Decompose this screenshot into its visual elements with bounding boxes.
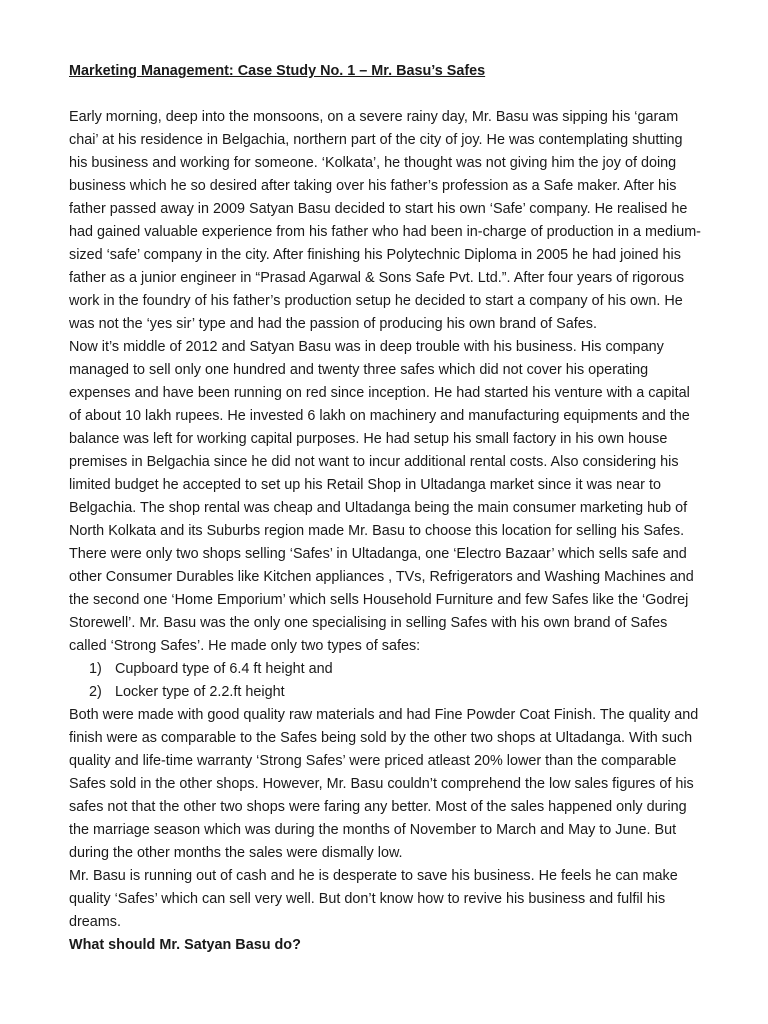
document-title: Marketing Management: Case Study No. 1 – Mr. Basu’s Safes xyxy=(69,63,486,79)
list-item xyxy=(89,681,702,704)
paragraph-intro: Early morning, deep into the monsoons, on a severe rainy day, Mr. Basu was sipping his ‘garam chai’ at his residence in Belgachia, northern part of the city of joy. He was contemplating shutting his business and working for someone. ‘Kolkata’, he thought was not giving him the joy of doing business which he so desired after taking over his father’s profession as a Safe maker. After his father passed away in 2009 Satyan Basu decided to start his own ‘Safe’ company. He realised he had gained valuable experience from his father who had been in-charge of production in a medium-sized ‘safe’ company in the city. After finishing his Polytechnic Diploma in 2005 he had joined his father as a junior engineer in “Prasad Agarwal & Sons Safe Pvt. Ltd.”. After four years of rigorous work in the foundry of his father’s production setup he decided to start a company of his own. He was not the ‘yes sir’ type and had the passion of producing his own brand of Safes. xyxy=(69,109,701,332)
paragraph-trouble: Now it’s middle of 2012 and Satyan Basu was in deep trouble with his business. His company managed to sell only one hundred and twenty three safes which did not cover his operating expenses and have been running on red since inception. He had started his venture with a capital of about 10 lakh rupees. He invested 6 lakh on machinery and manufacturing equipments and the balance was left for working capital purposes. He had setup his small factory in his own house premises in Belgachia since he did not want to incur additional rental costs. Also considering his limited budget he accepted to set up his Retail Shop in Ultadanga market since it was near to Belgachia. The shop rental was cheap and Ultadanga being the main consumer marketing hub of North Kolkata and its Suburbs region made Mr. Basu to choose this location for selling his Safes. There were only two shops selling ‘Safes’ in Ultadanga, one ‘Electro Bazaar’ which sells safe and other Consumer Durables like Kitchen appliances , TVs, Refrigerators and Washing Machines and the second one ‘Home Emporium’ which sells Household Furniture and few Safes like the ‘Godrej Storewell’. Mr. Basu was the only one specialising in selling Safes with his own brand of Safes called ‘Strong Safes’. He made only two types of safes: xyxy=(69,339,694,654)
document-page xyxy=(69,60,702,957)
closing-question: What should Mr. Satyan Basu do? xyxy=(69,937,301,953)
list-item-text: Locker type of 2.2.ft height xyxy=(115,684,285,700)
list-item xyxy=(89,658,702,681)
paragraph-cash: Mr. Basu is running out of cash and he is desperate to save his business. He feels he can make quality ‘Safes’ which can sell very well. But don’t know how to revive his business and fulfil his dreams. xyxy=(69,868,678,930)
list-item-number: 2) xyxy=(89,684,102,700)
list-item-text: Cupboard type of 6.4 ft height and xyxy=(115,661,333,677)
paragraph-quality: Both were made with good quality raw materials and had Fine Powder Coat Finish. The quality and finish were as comparable to the Safes being sold by the other two shops at Ultadanga. With such quality and life-time warranty ‘Strong Safes’ were priced atleast 20% lower than the comparable Safes sold in the other shops. However, Mr. Basu couldn’t comprehend the low sales figures of his safes not that the other two shops were faring any better. Most of the sales happened only during the marriage season which was during the months of November to March and May to June. But during the other months the sales were dismally low. xyxy=(69,707,699,861)
safe-types-list xyxy=(69,658,702,704)
list-item-number: 1) xyxy=(89,661,102,677)
